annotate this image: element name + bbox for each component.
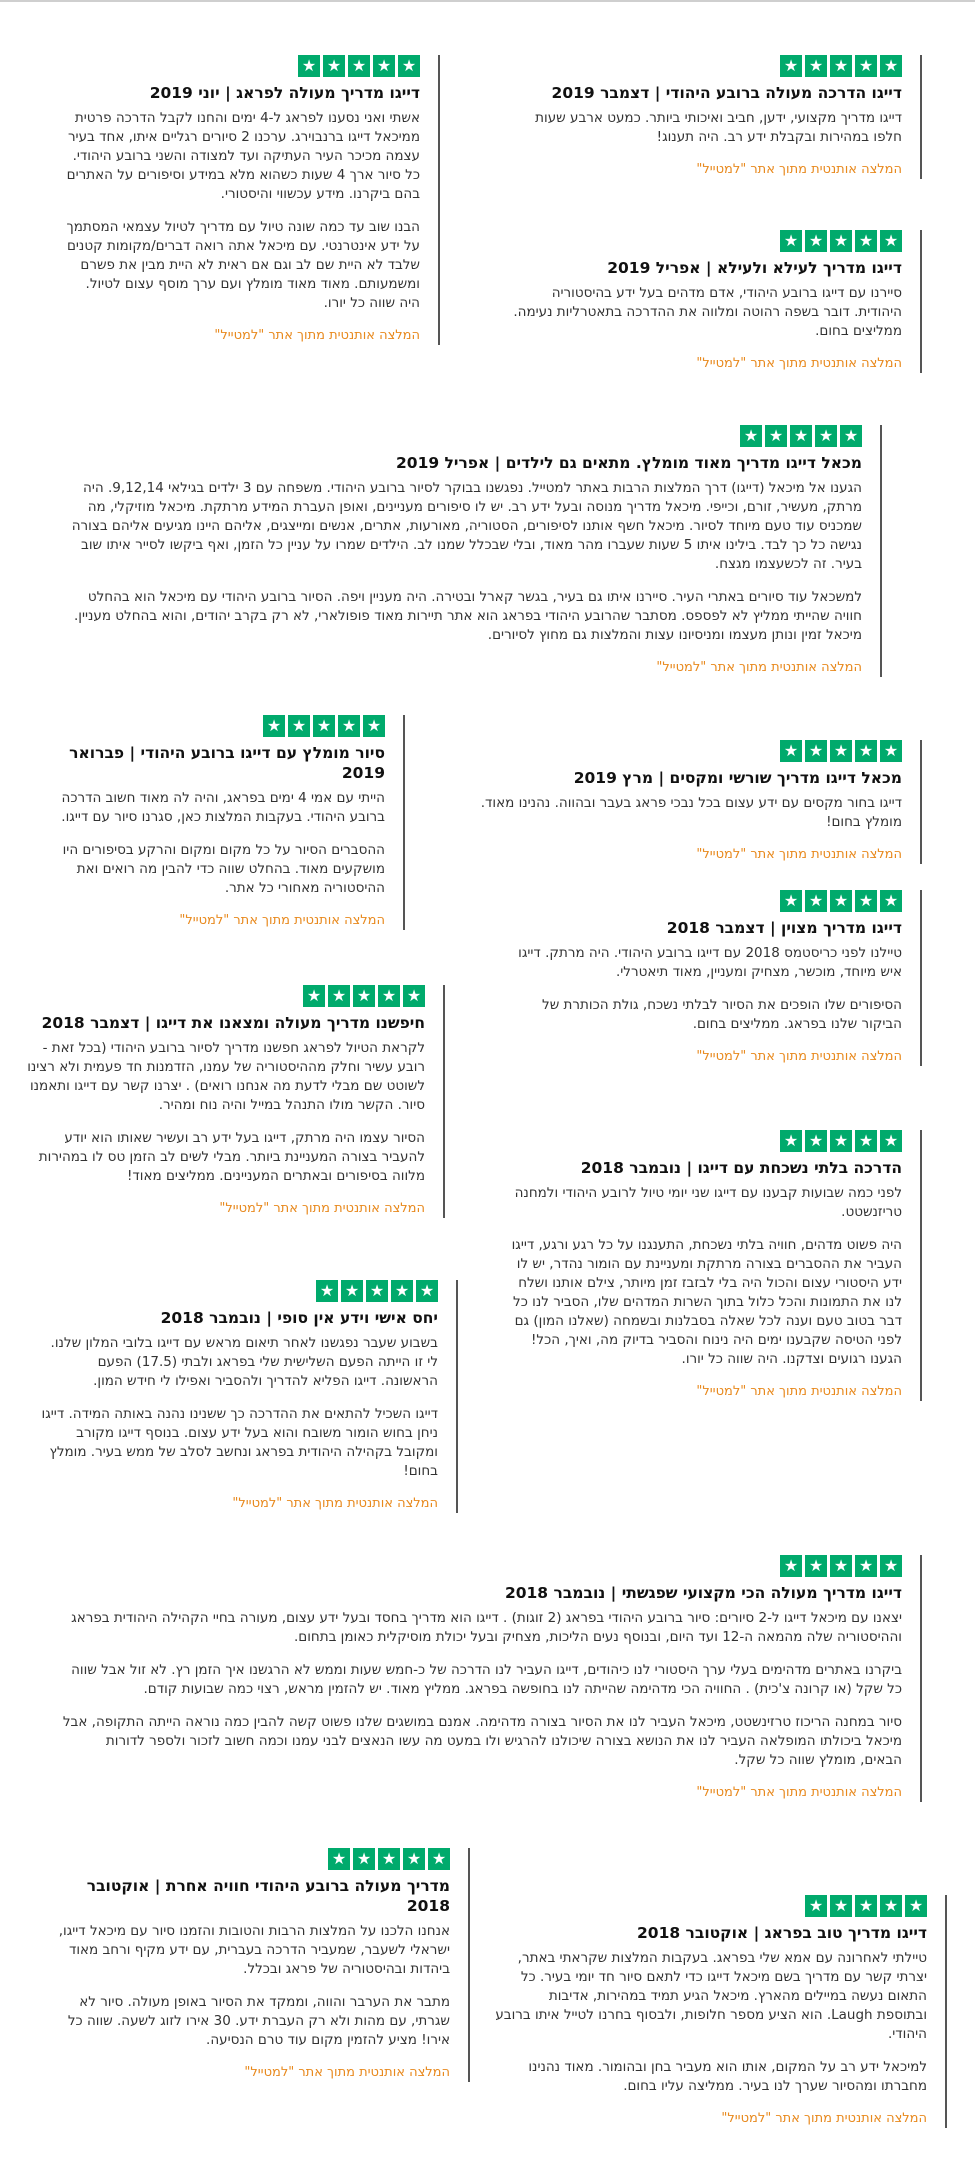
source-note: המלצה אותנטית מתוך אתר "למטייל"	[179, 913, 385, 928]
star-rating	[495, 1895, 927, 1917]
review-card	[505, 55, 922, 179]
star-icon: ★	[328, 985, 350, 1007]
source-note: המלצה אותנטית מתוך אתר "למטייל"	[656, 660, 862, 675]
star-icon: ★	[880, 740, 902, 762]
review-title: חיפשנו מדריך מעולה ומצאנו את דייגו | דצמבר 2018	[41, 1014, 425, 1032]
source-note: המלצה אותנטית מתוך אתר "למטייל"	[696, 162, 902, 177]
star-icon: ★	[303, 985, 325, 1007]
star-icon: ★	[298, 55, 320, 77]
star-icon: ★	[378, 1848, 400, 1870]
review-paragraph: הגענו אל מיכאל (דייגו) דרך המלצות הרבות באתר למטייל. נפגשנו בבוקר לסיור ברובע היהודי. משפחה עם 3 ילדים בגילאי 9,12,14. היה מרתק, מעשיר, זורם, וכייפי. מיכאל מדריך מנוסה ובעל ידע רב. יש לו סיפורים מעניינים, ואופן העברת המידע מרתקת. מיכאל מוזיקלי, מה שמכניס עוד טעם מיוחד לסיור. מיכאל חשף אותנו לסיפורים, הסטוריה, מאורעות, אתרים, אנשים ומייצגים, אליהם היינו מגיעים אליהם בצורה נגישה כל כך לבד. בילינו איתו 5 שעות שעברו מהר מאוד, ובלי שבכלל שמנו לב. הילדים שמרו על עניין כל הזמן, ואף ביקשו לסייר איתו שוב בעיר. זה לכשעצמו מגצח.	[71, 480, 862, 572]
star-icon: ★	[780, 55, 802, 77]
star-rating	[65, 55, 420, 77]
star-icon: ★	[880, 1895, 902, 1917]
star-icon: ★	[805, 55, 827, 77]
review-paragraph: ביקרנו באתרים מדהימים בעלי ערך היסטורי לנו כיהודים, דייגו העביר לנו הדרכה של כ-חמש שעות וממש לא הרגשנו איך הזמן רץ. לא זול אבל שווה כל שקל (או קרונה צ'כית) . החוויה הכי מדהימה שהייתה לנו בחופשה בפראג. ממליץ מאוד. יש להזמין מראש, רצוי כמה שבועות קודם.	[71, 1662, 902, 1697]
star-icon: ★	[780, 1555, 802, 1577]
star-icon: ★	[316, 1280, 338, 1302]
review-paragraph: סיירנו עם דייגו ברובע היהודי, אדם מדהים בעל ידע בהיסטוריה היהודית. דובר בשפה רהוטה ומלווה את ההדרכה בתאטרליות נעימה. ממליצים בחום.	[513, 285, 902, 339]
review-title: דייגו מדריך לעילא ולעילא | אפריל 2019	[607, 259, 902, 277]
review-paragraph: הסיפורים שלו הופכים את הסיור לבלתי נשכח, גולת הכותרת של הביקור שלנו בפראג. ממליצים בחום.	[542, 997, 902, 1032]
review-paragraph: הבנו שוב עד כמה שונה טיול עם מדריך לטיול עצמאי המסתמך על ידע אינטרנטי. עם מיכאל אתה רואה דברים/מקומות קטנים שלבד לא היית שם לב וגם אם ראית לא היית מבין את פשרם ומשמעותם. מאוד מאוד מומלץ ועם ערך מוסף עצום לטיול. היה שווה כל יורו.	[66, 219, 420, 311]
star-rating	[40, 715, 385, 737]
star-rating	[25, 985, 425, 1007]
review-paragraph: בשבוע שעבר נפגשנו לאחר תיאום מראש עם דייגו בלובי המלון שלנו. לי זו הייתה הפעם השלישית שלי בפראג ולבתי (17.5) הפעם הראשונה. דייגו הפליא להדריך ולהסביר ואפילו לי חידש המון.	[50, 1335, 438, 1389]
review-title: דייגו הדרכה מעולה ברובע היהודי | דצמבר 2019	[551, 84, 902, 102]
star-icon: ★	[805, 890, 827, 912]
review-paragraph: למיכאל ידע רב על המקום, אותו הוא מעביר בחן ובהומור. מאוד נהנינו מחברתו ומהסיור שערך לנו בעיר. ממליצה עליו בחום.	[528, 2059, 927, 2094]
star-icon: ★	[780, 890, 802, 912]
star-icon: ★	[765, 425, 787, 447]
review-title: מכאל דייגו מדריך מאוד מומלץ. מתאים גם לילדים | אפריל 2019	[396, 454, 862, 472]
top-divider	[0, 0, 975, 2]
star-icon: ★	[263, 715, 285, 737]
star-icon: ★	[338, 715, 360, 737]
star-icon: ★	[880, 1130, 902, 1152]
source-note: המלצה אותנטית מתוך אתר "למטייל"	[696, 847, 902, 862]
source-note: המלצה אותנטית מתוך אתר "למטייל"	[214, 328, 420, 343]
review-card	[40, 1848, 470, 2082]
star-icon: ★	[855, 1555, 877, 1577]
review-paragraph: דייגו השכיל להתאים את ההדרכה כך ששנינו נהנה באותה המידה. דייגו ניחן בחוש הומור משובח והוא בעל ידע עצום. בנוסף דייגו מקורב ומקובל בקהילה היהודית בפראג ונחשב לסלב של ממש בעיר. מומלץ בחום!	[41, 1406, 438, 1479]
review-title: מכאל דייגו מדריך שורשי ומקסים | מרץ 2019	[573, 769, 902, 787]
star-icon: ★	[353, 985, 375, 1007]
star-icon: ★	[398, 55, 420, 77]
star-icon: ★	[830, 230, 852, 252]
star-rating	[445, 740, 902, 762]
review-card	[65, 55, 440, 345]
review-paragraph: אשתי ואני נסענו לפראג ל-4 ימים והחנו לקבל הדרכה פרטית ממיכאל דייגו ברנבוירג. ערכנו 2 סיורים רגליים איתו, אחד בעיר עצמה מכיכר העיר העתיקה ועד למצודה והשני ברובע היהודי. כל סיור ארך 4 שעות כשהוא מלא במידע וסיפורים על האתרים בהם ביקרנו. מידע עכשווי והיסטורי.	[66, 110, 420, 202]
review-paragraph: סיור במחנה הריכוז טרזינשטט, מיכאל העביר לנו את הסיור בצורה מדהימה. אמנם במושגים שלנו פשוט קשה להבין כמה נוראה הייתה התקופה, אבל מיכאל ביכולתו המופלאה העביר לנו את הנושא בצורה שיכולנו להרגיש ולו במעט מה עשו הנאצים לבני עמנו וכמה חשוב לזכור ולספר לדורות הבאים, מומלץ שווה כל שקל.	[62, 1714, 902, 1768]
star-icon: ★	[830, 1895, 852, 1917]
star-icon: ★	[348, 55, 370, 77]
star-icon: ★	[830, 740, 852, 762]
review-title: הדרכה בלתי נשכחת עם דייגו | נובמבר 2018	[580, 1159, 902, 1177]
review-paragraph: הסיור עצמו היה מרתק, דייגו בעל ידע רב ועשיר שאותו הוא יודע להעביר בצורה המעניינת ביותר. מבלי לשים לב הזמן טס לו במהירות מלווה בסיפורים ובאתרים המעניינים. ממליצים מאוד!	[38, 1130, 425, 1184]
star-icon: ★	[363, 715, 385, 737]
star-icon: ★	[416, 1280, 438, 1302]
star-rating	[505, 55, 902, 77]
review-paragraph: לקראת הטיול לפראג חפשנו מדריך לסיור ברובע היהודי (בכל זאת - רובע עשיר וחלק מההיסטוריה של עמנו, הזדמנות חד פעמית ולא רצינו לשוטט שם מבלי לדעת מה אנחנו רואים) . יצרנו קשר עם דייגו ותאמנו סיור. הקשר מולו התנהל במייל והיה נוח ומהיר.	[27, 1040, 425, 1113]
star-rating	[505, 230, 902, 252]
star-icon: ★	[805, 1555, 827, 1577]
review-paragraph: טיילתי לאחרונה עם אמא שלי בפראג. בעקבות המלצות שקראתי באתר, יצרתי קשר עם מדריך בשם מיכאל דייגו כדי לתאם סיור חד יומי בעיר. כל התאום נעשה במיילים מהארץ. מיכאל הגיע תמיד במהירות, אדיבות ובתוספת Laugh. הוא הציע מספר חלופות, ולבסוף בחרנו לטייל איתו ברובע היהודי.	[495, 1950, 927, 2042]
review-paragraph: אנחנו הלכנו על המלצות הרבות והטובות והזמנו סיור עם מיכאל דייגו, ישראלי לשעבר, שמעביר הדרכה בעברית, עם ידע מקיף ורחב מאוד ביהדות ובהיסטוריה של פראג ובכלל.	[58, 1923, 450, 1977]
star-icon: ★	[391, 1280, 413, 1302]
star-icon: ★	[353, 1848, 375, 1870]
star-icon: ★	[855, 740, 877, 762]
star-icon: ★	[830, 1130, 852, 1152]
star-rating	[40, 1848, 450, 1870]
review-paragraph: ההסברים הסיור על כל מקום ומקום והרקע בסיפורים היו מושקעים מאוד. בהחלט שווה כדי להבין מה רואים ואת ההיסטוריה מאחורי כל אתר.	[62, 842, 385, 896]
star-icon: ★	[855, 890, 877, 912]
star-icon: ★	[830, 1555, 852, 1577]
star-rating	[40, 1280, 438, 1302]
review-card	[60, 425, 882, 677]
review-title: סיור מומלץ עם דייגו ברובע היהודי | פברואר 2019	[69, 744, 385, 782]
star-icon: ★	[805, 1895, 827, 1917]
star-icon: ★	[840, 425, 862, 447]
star-icon: ★	[855, 1895, 877, 1917]
star-icon: ★	[855, 55, 877, 77]
star-icon: ★	[905, 1895, 927, 1917]
review-paragraph: דייגו בחור מקסים עם ידע עצום בכל נבכי פראג בעבר ובהווה. נהנינו מאוד. מומלץ בחום!	[480, 795, 902, 830]
review-card	[445, 740, 922, 864]
review-card	[40, 715, 405, 930]
review-title: דייגו מדריך מצוין | דצמבר 2018	[666, 919, 902, 937]
review-paragraph: לפני כמה שבועות קבענו עם דייגו שני יומי טיול לרובע היהודי ולמחנה טריזנשטט.	[514, 1185, 902, 1220]
star-icon: ★	[323, 55, 345, 77]
source-note: המלצה אותנטית מתוך אתר "למטייל"	[696, 1049, 902, 1064]
star-icon: ★	[313, 715, 335, 737]
review-paragraph: מתבר את הערבר והווה, וממקד את הסיור באופן מעולה. סיור לא שגרתי, עם מהות ולא רק העברת ידע. 30 אירו לזוג לשעה. שווה כל אירו! מציע להזמין מקום עוד טרם הנסיעה.	[67, 1994, 450, 2048]
source-note: המלצה אותנטית מתוך אתר "למטייל"	[696, 1384, 902, 1399]
review-title: דייגו מדריך מעולה לפראג | יוני 2019	[149, 84, 420, 102]
review-paragraph: יצאנו עם מיכאל דייגו ל-2 סיורים: סיור ברובע היהודי בפראג (2 זוגות) . דייגו הוא מדריך בחסד ובעל ידע עצום, מעורה בחיי הקהילה היהודית בפראג וההיסטוריה שלה מהמאה ה-12 ועד היום, ובנוסף נעים הליכות, מצחיק ובעל יכולת מוסיקלית כאומן בתחום.	[71, 1610, 902, 1645]
source-note: המלצה אותנטית מתוך אתר "למטייל"	[219, 1201, 425, 1216]
star-rating	[505, 1130, 902, 1152]
star-icon: ★	[830, 55, 852, 77]
review-paragraph: הייתי עם אמי 4 ימים בפראג, והיה לה מאוד חשוב הדרכה ברובע היהודי. בעקבות המלצות כאן, סגרנו סיור עם דייגו.	[61, 790, 385, 825]
review-card	[495, 1895, 947, 2128]
review-title: דייגו מדריך מעולה הכי מקצועי שפגשתי | נובמבר 2018	[504, 1584, 902, 1602]
star-icon: ★	[805, 230, 827, 252]
star-icon: ★	[428, 1848, 450, 1870]
star-icon: ★	[815, 425, 837, 447]
star-icon: ★	[880, 230, 902, 252]
star-icon: ★	[780, 740, 802, 762]
review-paragraph: טיילנו לפני כריסטמס 2018 עם דייגו ברובע היהודי. היה מרתק. דייגו איש מיוחד, מוכשר, מצחיק ומעניין, מאוד תיאטרלי.	[518, 945, 902, 980]
review-card	[505, 1130, 922, 1401]
star-icon: ★	[855, 1130, 877, 1152]
review-paragraph: היה פשוט מדהים, חוויה בלתי נשכחת, התענגנו על כל רגע ורגע, דייגו העביר את ההסברים בצורה מרתקת ומעניינת עם הומור נהדר, יש לו ידע היסטורי עצום והכול היה בלי לבזבז זמן מיותר, צילם אותנו ושלח לנו את התמונות והכל כלול בתוך השרות המדהים שלו, הסביר לנו כל דבר בטוב טעם וענה לכל שאלה בסבלנות ובשמחה (שאלנו המון) גם לפני הטיסה שקבענו ימים היה נינוח והסביר בדיוק מה, ואיך, הכל! הגענו רגועים וצדקנו. היה שווה כל יורו.	[511, 1237, 902, 1367]
star-icon: ★	[805, 740, 827, 762]
star-icon: ★	[378, 985, 400, 1007]
star-icon: ★	[288, 715, 310, 737]
star-icon: ★	[790, 425, 812, 447]
star-icon: ★	[855, 230, 877, 252]
source-note: המלצה אותנטית מתוך אתר "למטייל"	[696, 356, 902, 371]
star-icon: ★	[880, 55, 902, 77]
star-icon: ★	[403, 985, 425, 1007]
review-card	[505, 890, 922, 1066]
star-icon: ★	[830, 890, 852, 912]
star-icon: ★	[341, 1280, 363, 1302]
star-icon: ★	[328, 1848, 350, 1870]
review-title: יחס אישי וידע אין סופי | נובמבר 2018	[160, 1309, 438, 1327]
review-paragraph: דייגו מדריך מקצועי, ידען, חביב ואיכותי ביותר. כמעט ארבע שעות חלפו במהירות ובקבלת ידע רב. היה תענוג!	[535, 110, 902, 145]
review-card	[60, 1555, 922, 1802]
star-icon: ★	[403, 1848, 425, 1870]
source-note: המלצה אותנטית מתוך אתר "למטייל"	[244, 2065, 450, 2080]
star-icon: ★	[805, 1130, 827, 1152]
star-icon: ★	[880, 1555, 902, 1577]
star-icon: ★	[740, 425, 762, 447]
review-paragraph: למשכאל עוד סיורים באתרי העיר. סיירנו איתו גם בעיר, בגשר קארל ובטירה. היה מעניין ויפה. הסיור ברובע היהודי עם מיכאל הוא בהחלט חוויה שהייתי ממליץ לא לפספס. מסתבר שהרובע היהודי בפראג הוא אתר תיירות מאוד פופולארי, לא רק בקרב יהודים, והוא בהחלט מעניין. מיכאל זמין ונותן מעצמו ומניסיונו עצות והמלצות גם מחוץ לסיורים.	[73, 589, 862, 643]
review-card	[505, 230, 922, 373]
review-card	[40, 1280, 458, 1513]
star-rating	[505, 890, 902, 912]
source-note: המלצה אותנטית מתוך אתר "למטייל"	[721, 2111, 927, 2126]
review-title: דייגו מדריך טוב בפראג | אוקטובר 2018	[637, 1924, 927, 1942]
star-icon: ★	[880, 890, 902, 912]
star-icon: ★	[373, 55, 395, 77]
star-icon: ★	[780, 1130, 802, 1152]
star-rating	[60, 1555, 902, 1577]
review-title: מדריך מעולה ברובע היהודי חוויה אחרת | אוקטובר 2018	[86, 1877, 450, 1915]
review-card	[25, 985, 445, 1218]
star-icon: ★	[780, 230, 802, 252]
star-rating	[60, 425, 862, 447]
source-note: המלצה אותנטית מתוך אתר "למטייל"	[696, 1785, 902, 1800]
star-icon: ★	[366, 1280, 388, 1302]
source-note: המלצה אותנטית מתוך אתר "למטייל"	[232, 1496, 438, 1511]
